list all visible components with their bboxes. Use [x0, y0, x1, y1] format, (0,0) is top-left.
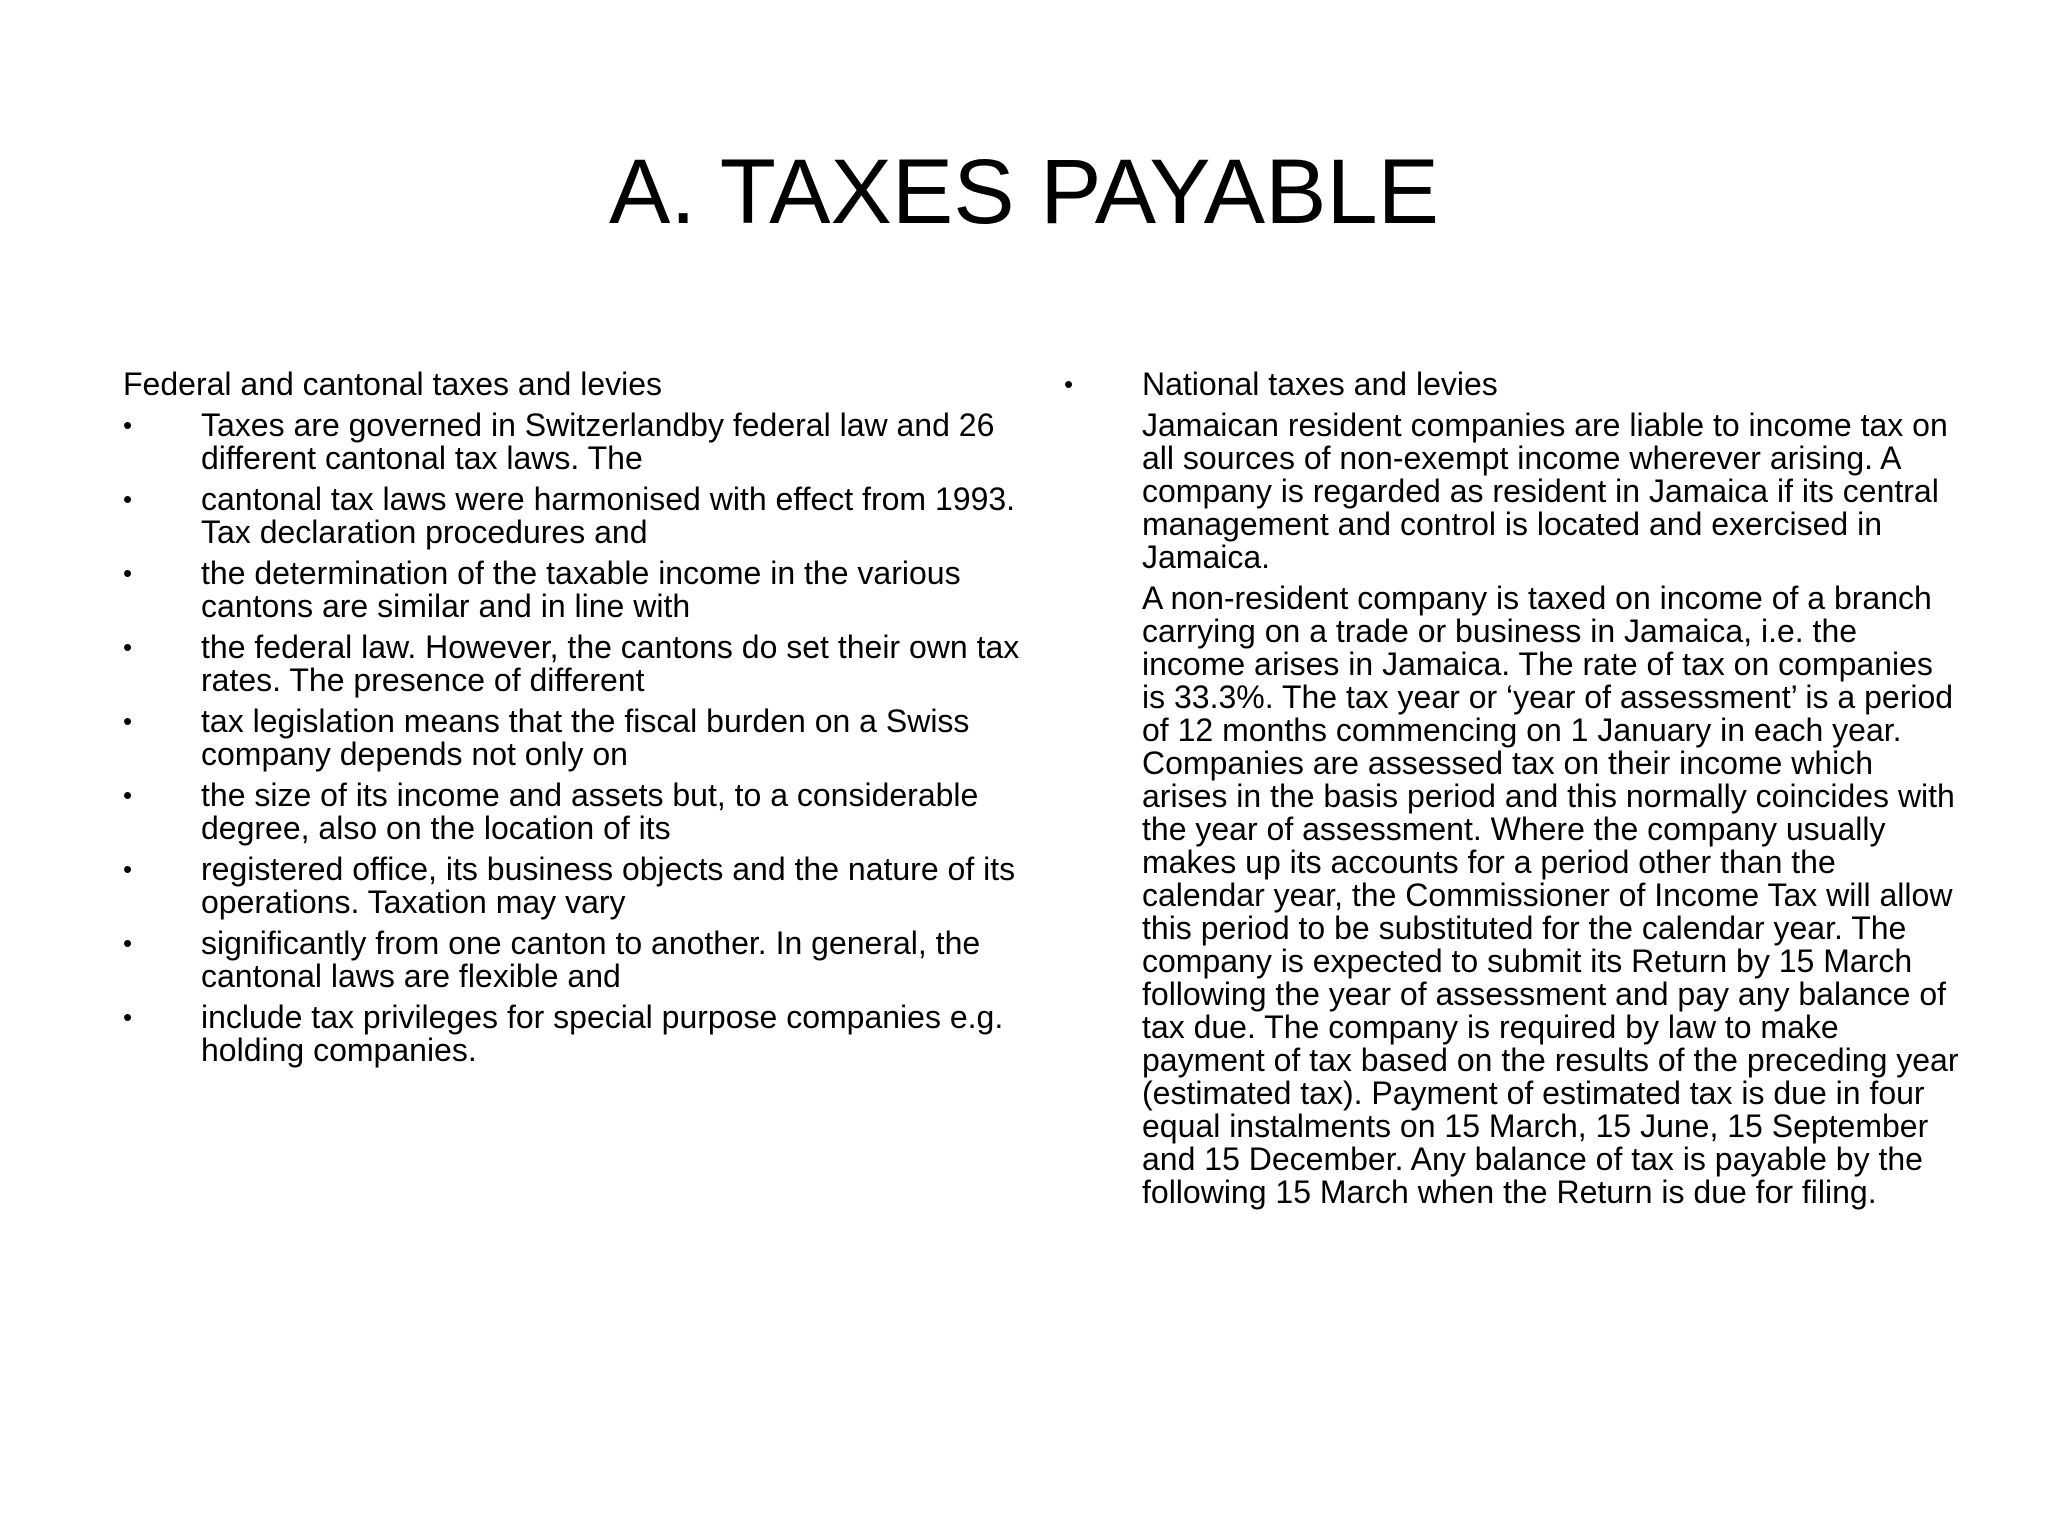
bullet-icon: •	[123, 1002, 133, 1032]
bullet-text: cantonal tax laws were harmonised with effect from 1993. Tax declaration procedures and	[201, 481, 1016, 550]
right-column-heading-row	[1064, 368, 1964, 401]
left-bullet-list	[123, 409, 1023, 1067]
left-column	[123, 368, 1023, 1075]
bullet-icon: •	[123, 706, 133, 736]
bullet-text: registered office, its business objects and the nature of its operations. Taxation may vary	[201, 851, 1016, 920]
bullet-icon: •	[123, 410, 133, 440]
bullet-icon: •	[123, 484, 133, 514]
bullet-text: the determination of the taxable income in the various cantons are similar and in line with	[201, 555, 961, 624]
bullet-text: Taxes are governed in Switzerlandby federal law and 26 different cantonal tax laws. The	[201, 407, 995, 476]
bullet-text: tax legislation means that the fiscal burden on a Swiss company depends not only on	[201, 703, 970, 772]
list-item	[123, 1001, 1023, 1067]
paragraph-residency: Jamaican resident companies are liable to income tax on all sources of non-exempt income wherever arising. A company is regarded as resident in Jamaica if its central management and control is located and exercised in Jamaica.	[1142, 407, 1948, 575]
bullet-icon: •	[123, 928, 133, 958]
list-item	[123, 557, 1023, 623]
bullet-icon: •	[123, 780, 133, 810]
list-item	[123, 779, 1023, 845]
paragraph-non-resident: A non-resident company is taxed on income of a branch carrying on a trade or business in Jamaica, i.e. the income arises in Jamaica. The rate of tax on companies is 33.3%. The tax year or ‘year of assessment’ is a period of 12 months commencing on 1 January in each year. Companies are assessed tax on their income which arises in the basis period and this normally coincides with the year of assessment. Where the company usually makes up its accounts for a period other than the calendar year, the Commissioner of Income Tax will allow this period to be substituted for the calendar year. The company is expected to submit its Return by 15 March following the year of assessment and pay any balance of tax due. The company is required by law to make payment of tax based on the results of the preceding year (estimated tax). Payment of estimated tax is due in four equal instalments on 15 March, 15 June, 15 September and 15 December. Any balance of tax is payable by the following 15 March when the Return is due for filing.	[1142, 580, 1959, 1210]
right-column-body	[1064, 409, 1964, 1209]
bullet-text: the federal law. However, the cantons do set their own tax rates. The presence of different	[201, 629, 1020, 698]
list-item	[123, 927, 1023, 993]
bullet-icon: •	[123, 854, 133, 884]
bullet-icon: •	[123, 558, 133, 588]
right-column-heading: National taxes and levies	[1142, 366, 1498, 402]
bullet-icon: •	[1064, 369, 1074, 399]
bullet-text: significantly from one canton to another. In general, the cantonal laws are flexible and	[201, 925, 981, 994]
list-item	[123, 631, 1023, 697]
slide-title: A. TAXES PAYABLE	[608, 141, 1440, 243]
bullet-text: the size of its income and assets but, to a considerable degree, also on the location of its	[201, 777, 979, 846]
bullet-text: include tax privileges for special purpose companies e.g. holding companies.	[201, 999, 1004, 1068]
left-column-heading: Federal and cantonal taxes and levies	[123, 366, 663, 402]
right-column	[1064, 368, 1964, 1217]
list-item	[123, 483, 1023, 549]
list-item	[123, 409, 1023, 475]
list-item	[123, 705, 1023, 771]
bullet-icon: •	[123, 632, 133, 662]
list-item	[123, 853, 1023, 919]
